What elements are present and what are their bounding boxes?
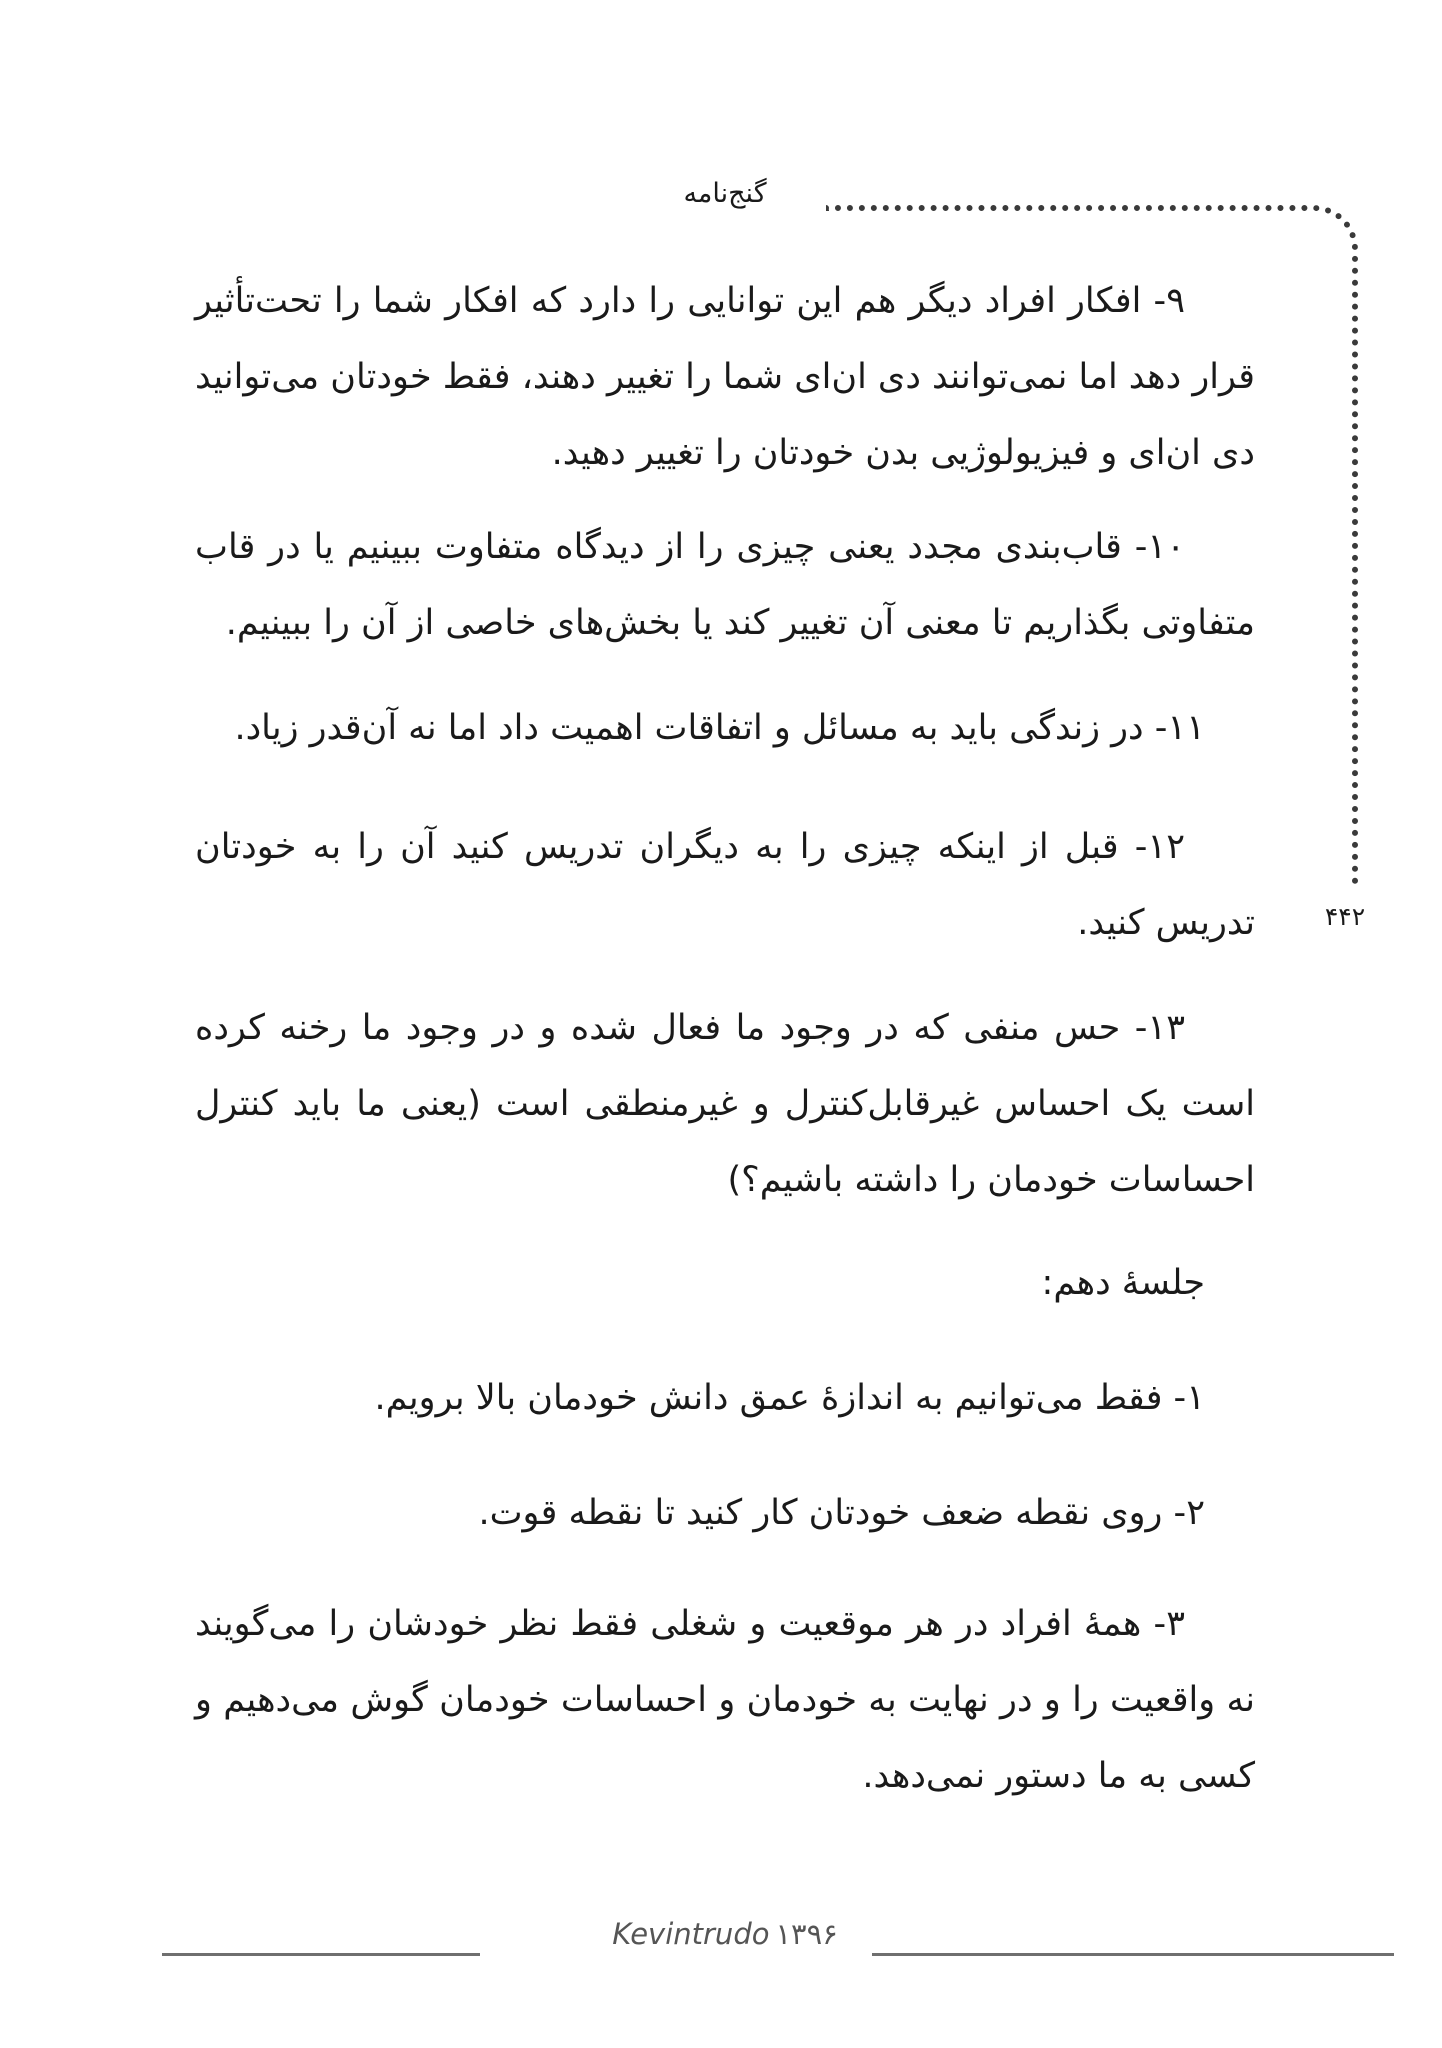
section-heading: جلسهٔ دهم: <box>1041 1263 1205 1303</box>
footer-rule-left <box>162 1953 480 1956</box>
footer-brand: Kevintrudo <box>612 1917 770 1951</box>
running-header: گنج‌نامه <box>683 178 767 209</box>
page-number: ۴۴۲ <box>1324 902 1366 931</box>
paragraph-item-3: ۳- همهٔ افراد در هر موقعیت و شغلی فقط نظر خودشان را می‌گویند نه واقعیت را و در نهایت به خودمان و احساسات خودمان گوش می‌دهیم و کسی به ما دستور نمی‌دهد. <box>195 1604 1255 1796</box>
footer-credit <box>560 1917 890 1951</box>
paragraph-item-13: ۱۳- حس منفی که در وجود ما فعال شده و در وجود ما رخنه کرده است یک احساس غیرقابل‌کنترل و غیرمنطقی است (یعنی ما باید کنترل احساسات خودمان را داشته باشیم؟) <box>195 1008 1255 1200</box>
paragraph-item-10: ۱۰- قاب‌بندی مجدد یعنی چیزی را از دیدگاه متفاوت ببینیم یا در قاب متفاوتی بگذاریم تا معنی آن تغییر کند یا بخش‌های خاصی از آن را ببینیم. <box>195 527 1255 643</box>
footer-year: ۱۳۹۶ <box>775 1917 838 1951</box>
paragraph-item-11: ۱۱- در زندگی باید به مسائل و اتفاقات اهمیت داد اما نه آن‌قدر زیاد. <box>234 708 1205 748</box>
paragraph-item-1: ۱- فقط می‌توانیم به اندازهٔ عمق دانش خودمان بالا برویم. <box>374 1378 1205 1418</box>
paragraph-item-2: ۲- روی نقطه ضعف خودتان کار کنید تا نقطه قوت. <box>478 1493 1205 1533</box>
paragraph-item-9: ۹- افکار افراد دیگر هم این توانایی را دارد که افکار شما را تحت‌تأثیر قرار دهد اما نمی‌توانند دی ان‌ای شما را تغییر دهند، فقط خودتان می‌توانید دی ان‌ای و فیزیولوژیی بدن خودتان را تغییر دهید. <box>194 281 1255 473</box>
paragraph-item-12: ۱۲- قبل از اینکه چیزی را به دیگران تدریس کنید آن را به خودتان تدریس کنید. <box>195 827 1255 943</box>
footer-rule-right <box>872 1953 1394 1956</box>
